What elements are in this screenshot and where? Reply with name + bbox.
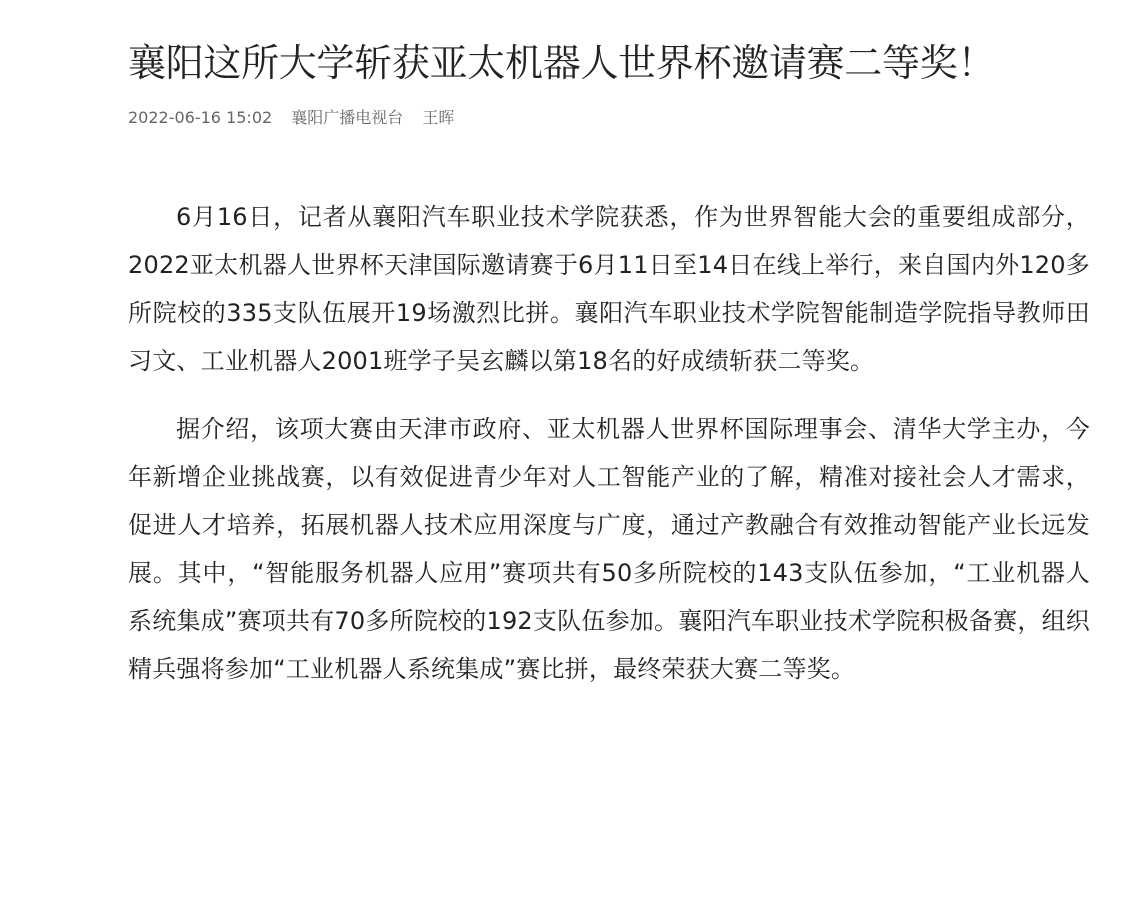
paragraph: 据介绍，该项大赛由天津市政府、亚太机器人世界杯国际理事会、清华大学主办，今年新增企业挑战赛，以有效促进青少年对人工智能产业的了解，精准对接社会人才需求，促进人才培养，拓展机器人技术应用深度与广度，通过产教融合有效推动智能产业长远发展。其中，“智能服务机器人应用”赛项共有50多所院校的143支队伍参加，“工业机器人系统集成”赛项共有70多所院校的192支队伍参加。襄阳汽车职业技术学院积极备赛，组织精兵强将参加“工业机器人系统集成”赛比拼，最终荣获大赛二等奖。 <box>128 415 1090 683</box>
publish-datetime: 2022-06-16 15:02 <box>128 108 273 127</box>
article-title: 襄阳这所大学斩获亚太机器人世界杯邀请赛二等奖！ <box>128 41 996 85</box>
article-meta <box>128 107 468 129</box>
article-source: 襄阳广播电视台 <box>291 108 404 127</box>
article-body <box>128 193 1090 713</box>
article-author: 王晖 <box>422 108 455 127</box>
paragraph: 6月16日，记者从襄阳汽车职业技术学院获悉，作为世界智能大会的重要组成部分，2022亚太机器人世界杯天津国际邀请赛于6月11日至14日在线上举行，来自国内外120多所院校的335支队伍展开19场激烈比拼。襄阳汽车职业技术学院智能制造学院指导教师田习文、工业机器人2001班学子吴玄麟以第18名的好成绩斩获二等奖。 <box>128 203 1090 375</box>
